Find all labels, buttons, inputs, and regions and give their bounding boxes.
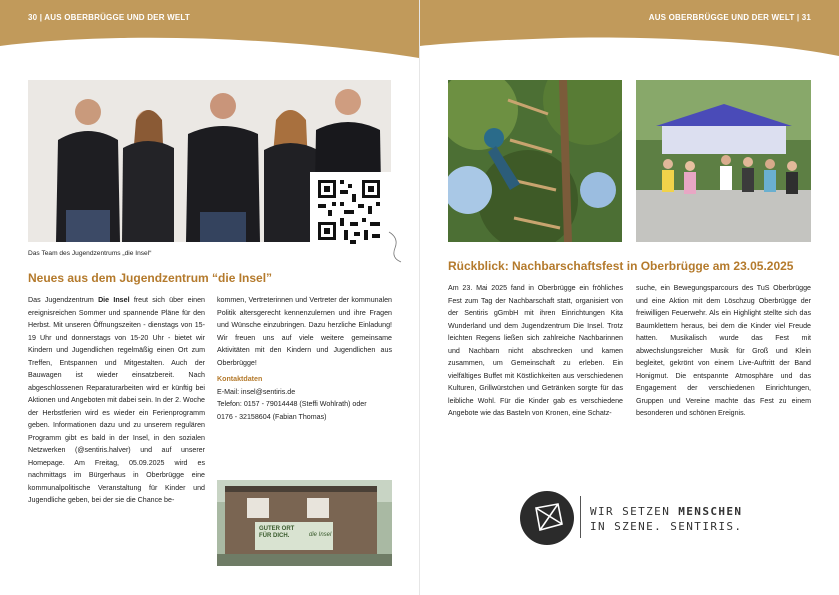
photo-caption: Das Team des Jugendzentrums „die Insel“ [28, 250, 152, 257]
left-headline: Neues aus dem Jugendzentrum “die Insel” [28, 271, 273, 285]
banner-text-1: GUTER ORT [259, 526, 295, 532]
contact-phone-2: 0176 - 32158604 (Fabian Thomas) [217, 412, 327, 421]
signature-scribble [385, 230, 409, 264]
contact-title: Kontaktdaten [217, 375, 263, 383]
insel-bold-name: Die Insel [98, 296, 130, 304]
right-column-2: suche, ein Bewegungsparcours des TuS Oberbrügge und eine Aktion mit dem Löschzug Oberbrügge der freiwilligen Feuerwehr. Als ein Highlight stellte sich das Baumklettern heraus, bei dem die Kinder viel Freude hatten. Musikalisch wurde das Fest mit abwechslungsreicher Musik für Groß und Klein begleitet, gekrönt von einem Live-Auftritt der Band Honigmut. Die entspannte Atmosphäre und das Engagement der verschiedenen Einrichtungen, Gruppen und Vereine machte das Fest zu einem besonderen und schönen Ereignis. [636, 284, 811, 417]
climbing-photo [448, 80, 622, 242]
sentiris-logo-icon [518, 490, 578, 546]
logo-slogan: WIR SETZEN MENSCHEN IN SZENE. SENTIRIS. [590, 505, 743, 533]
page-fold [419, 0, 420, 595]
banner-text-3: die Insel [309, 532, 332, 538]
contact-email: E-Mail: insel@sentiris.de [217, 387, 296, 396]
right-headline: Rückblick: Nachbarschaftsfest in Oberbrügge am 23.05.2025 [448, 259, 794, 273]
qr-code[interactable] [310, 172, 392, 252]
banner-text-2: FÜR DICH. [259, 533, 290, 539]
sentiris-logo [518, 490, 758, 550]
header-right-text: AUS OBERBRÜGGE UND DER WELT | 31 [648, 13, 811, 22]
left-column-2: kommen, Vertreterinnen und Vertreter der kommunalen Politik altersgerecht kennenzulernen und ihre Fragen und Wünsche einzubringen. Dazu herzliche Einladung! Wir freuen uns auf viele weitere gemeinsame Aktivitäten mit den Kindern und Jugendlichen aus Oberbrügge! Kontaktdaten E-Mail: insel@sentiris.de Telefon: 0157 - 79014448 (Steffi Wohlrath) oder 0176 - 32158604 (Fabian Thomas) [217, 294, 392, 423]
right-column-1: Am 23. Mai 2025 fand in Oberbrügge ein fröhliches Fest zum Tag der Nachbarschaft statt, organisiert von der Sentiris gGmbH mit ihren Einrichtungen Kita Wunderland und dem Jugendzentrum Die Insel. Trotz leichten Regens ließen sich zahlreiche Nachbarinnen und Nachbarn nicht abschrecken und kamen zusammen, um Gemeinschaft zu erleben. Ein vielfältiges Buffet mit Köstlichkeiten aus verschiedenen Kulturen, Grillwürstchen und Getränken sorgte für das leibliche Wohl. Für die Kinder gab es verschiedene Angebote wie das Basteln von Kronen, eine Schatz- [448, 284, 623, 417]
left-column-1: Das Jugendzentrum Die Insel freut sich über einen ereignisreichen Sommer und spannende Pläne für den Herbst. Mit unseren Öffnungszeiten - dienstags von 15-19 Uhr und donnerstags von 15-20 Uhr - bietet wir Kindern und Jugendlichen regelmäßig einen Ort zum Treffen, Entspannen und Mitgestalten. Auch der Bauwagen ist wieder einsatzbereit. Nach abgeschlossenen Reparaturarbeiten wird er künftig bei Aktionen und Angeboten mit dabei sein. In der 2. Woche der Herbstferien wird es wieder ein Ferienprogramm geben. Informationen dazu und zu unserem regulären Programm gibt es bald in der Insel, in den sozialen Netzwerken (@sentiris.halver) und auf unserer Homepage. Am Freitag, 05.09.2025 wird es nachmittags im Bürgerhaus in Oberbrügge eine kommunalpolitische Veranstaltung für Kinder und Jugendliche geben, bei der sie die Chance be- [28, 296, 205, 504]
bauwagen-photo [217, 480, 392, 566]
band-photo [636, 80, 811, 242]
logo-divider [580, 496, 581, 538]
header-left-text: 30 | AUS OBERBRÜGGE UND DER WELT [28, 13, 190, 22]
contact-phone-1: Telefon: 0157 - 79014448 (Steffi Wohlrath) oder [217, 400, 367, 408]
